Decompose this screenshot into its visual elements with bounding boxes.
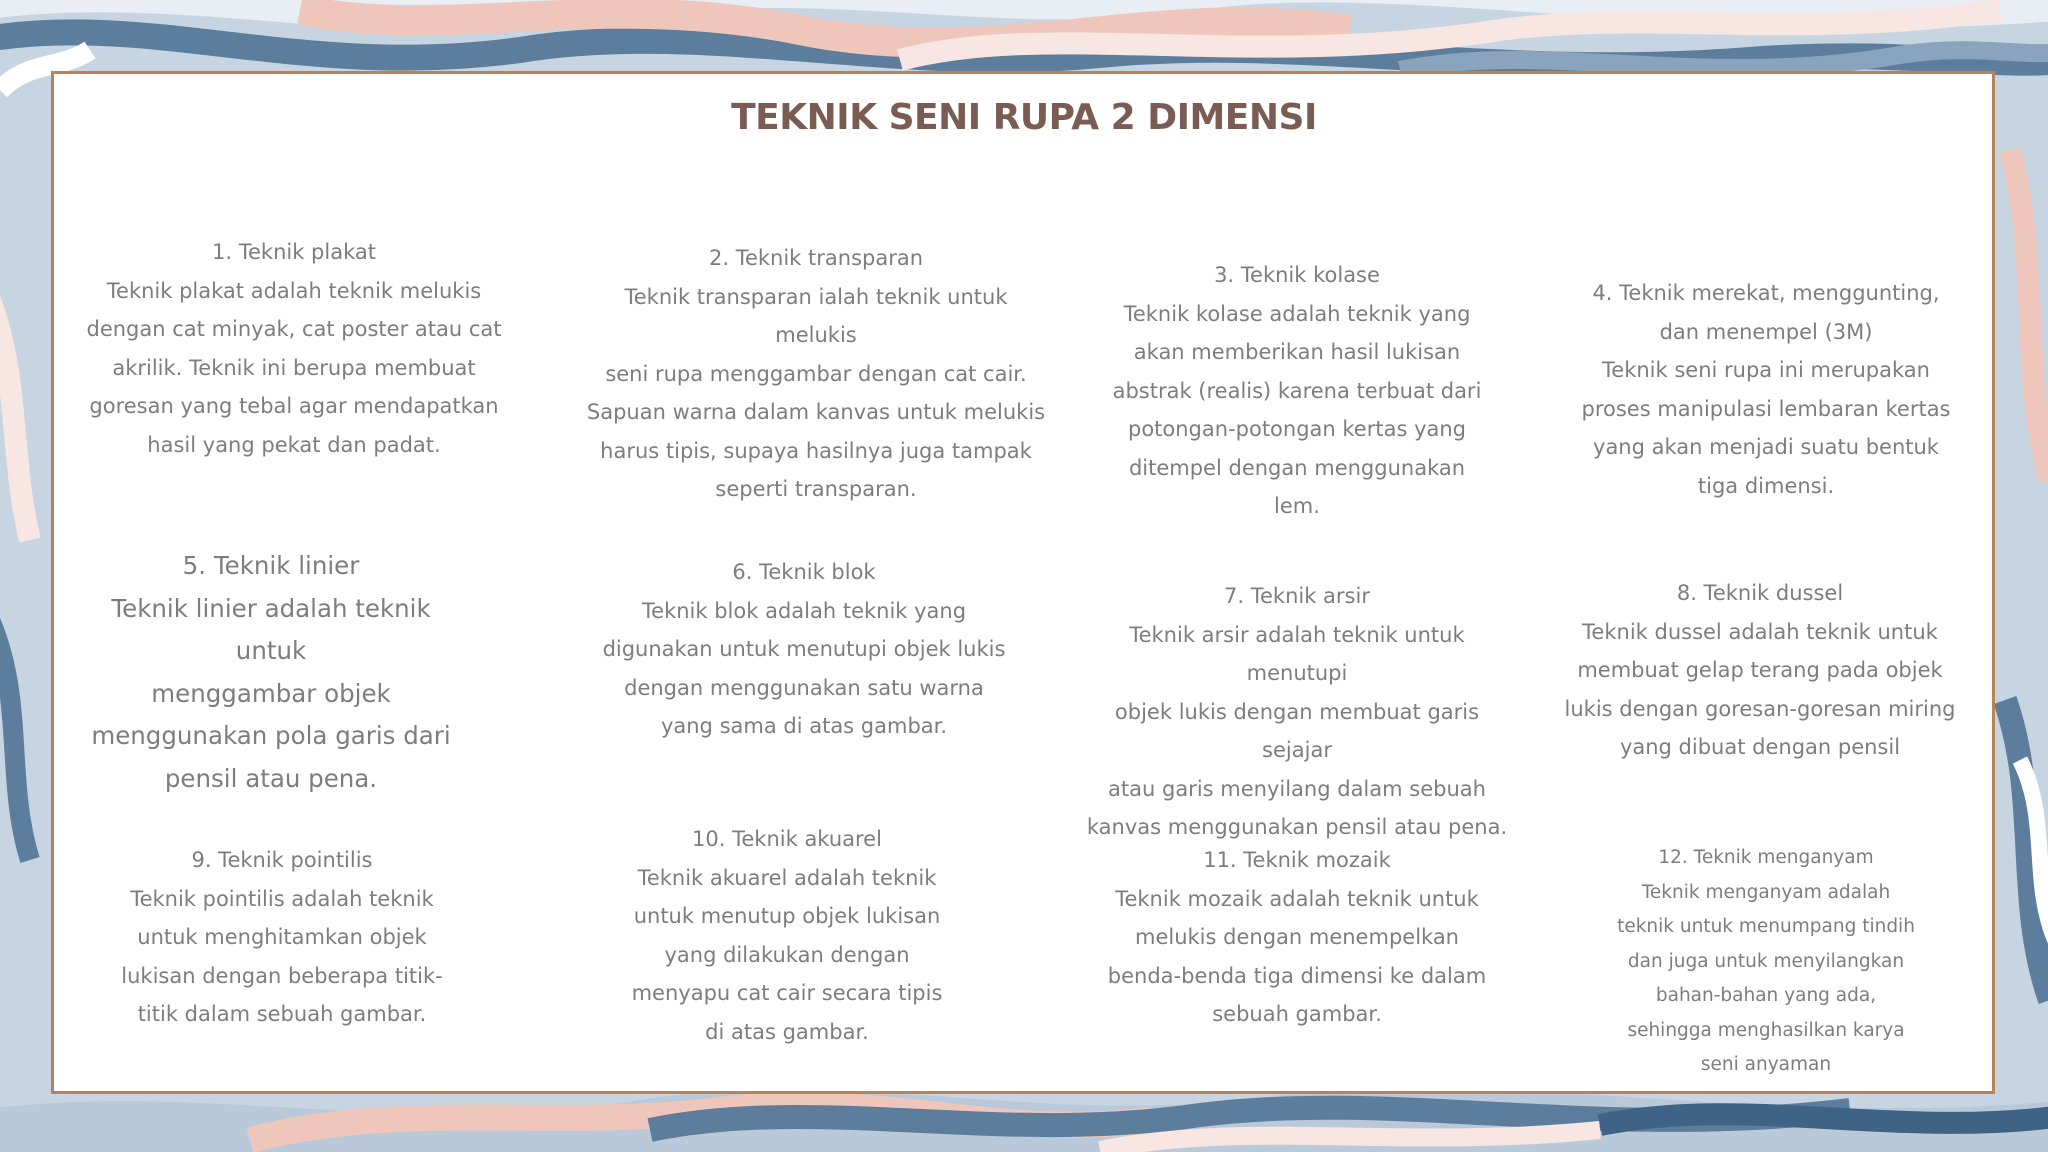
technique-item — [1097, 256, 1497, 526]
technique-heading: 8. Teknik dussel — [1676, 581, 1844, 605]
technique-description: Teknik blok adalah teknik yang digunakan untuk menutupi objek lukis dengan menggunakan satu warna yang sama di atas gambar. — [602, 598, 1006, 738]
technique-item — [1566, 274, 1966, 505]
technique-description: Teknik plakat adalah teknik melukis dengan cat minyak, cat poster atau cat akrilik. Teknik ini berupa membuat goresan yang tebal agar mendapatkan hasil yang pekat dan padat. — [86, 278, 502, 457]
technique-item — [594, 553, 1014, 746]
technique-heading: 1. Teknik plakat — [212, 240, 376, 264]
technique-description: Teknik dussel adalah teknik untuk membuat gelap terang pada objek lukis dengan goresan-goresan miring yang dibuat dengan pensil — [1564, 619, 1956, 759]
technique-description: Teknik mozaik adalah teknik untuk melukis dengan menempelkan benda-benda tiga dimensi ke dalam sebuah gambar. — [1107, 886, 1487, 1026]
technique-heading: 4. Teknik merekat, menggunting, dan menempel (3M) — [1592, 281, 1940, 344]
technique-heading: 12. Teknik menganyam — [1658, 847, 1874, 868]
technique-description: Teknik arsir adalah teknik untuk menutupi objek lukis dengan membuat garis sejajar atau garis menyilang dalam sebuah kanvas menggunakan pensil atau pena. — [1086, 622, 1508, 839]
technique-description: Teknik kolase adalah teknik yang akan memberikan hasil lukisan abstrak (realis) karena terbuat dari potongan-potongan kertas yang ditempel dengan menggunakan lem. — [1112, 301, 1482, 518]
technique-item — [1560, 574, 1960, 767]
technique-item — [1077, 577, 1517, 847]
slide-title: TEKNIK SENI RUPA 2 DIMENSI — [731, 97, 1317, 138]
technique-heading: 11. Teknik mozaik — [1203, 848, 1391, 872]
technique-heading: 6. Teknik blok — [732, 560, 876, 584]
technique-description: Teknik akuarel adalah teknik untuk menutup objek lukisan yang dilakukan dengan menyapu cat cair secara tipis di atas gambar. — [631, 865, 943, 1044]
technique-item — [112, 841, 452, 1034]
technique-heading: 5. Teknik linier — [182, 551, 360, 580]
technique-heading: 3. Teknik kolase — [1214, 263, 1380, 287]
technique-item — [1596, 841, 1936, 1083]
technique-description: Teknik seni rupa ini merupakan proses manipulasi lembaran kertas yang akan menjadi suatu bentuk tiga dimensi. — [1581, 358, 1951, 498]
technique-item — [1097, 841, 1497, 1034]
technique-description: Teknik pointilis adalah teknik untuk menghitamkan objek lukisan dengan beberapa titik- titik dalam sebuah gambar. — [121, 886, 443, 1026]
technique-item — [76, 545, 466, 800]
technique-heading: 7. Teknik arsir — [1224, 584, 1370, 608]
technique-heading: 9. Teknik pointilis — [191, 848, 373, 872]
technique-heading: 10. Teknik akuarel — [692, 827, 882, 851]
technique-description: Teknik linier adalah teknik untuk menggambar objek menggunakan pola garis dari pensil atau pena. — [91, 593, 451, 793]
technique-item — [586, 239, 1046, 509]
technique-description: Teknik menganyam adalah teknik untuk menumpang tindih dan juga untuk menyilangkan bahan-bahan yang ada, sehingga menghasilkan karya seni anyaman — [1617, 881, 1915, 1075]
technique-heading: 2. Teknik transparan — [708, 246, 924, 270]
technique-description: Teknik transparan ialah teknik untuk melukis seni rupa menggambar dengan cat cair. Sapuan warna dalam kanvas untuk melukis harus tipis, supaya hasilnya juga tampak seperti transparan. — [586, 284, 1046, 501]
technique-item — [617, 820, 957, 1051]
technique-item — [84, 233, 504, 464]
